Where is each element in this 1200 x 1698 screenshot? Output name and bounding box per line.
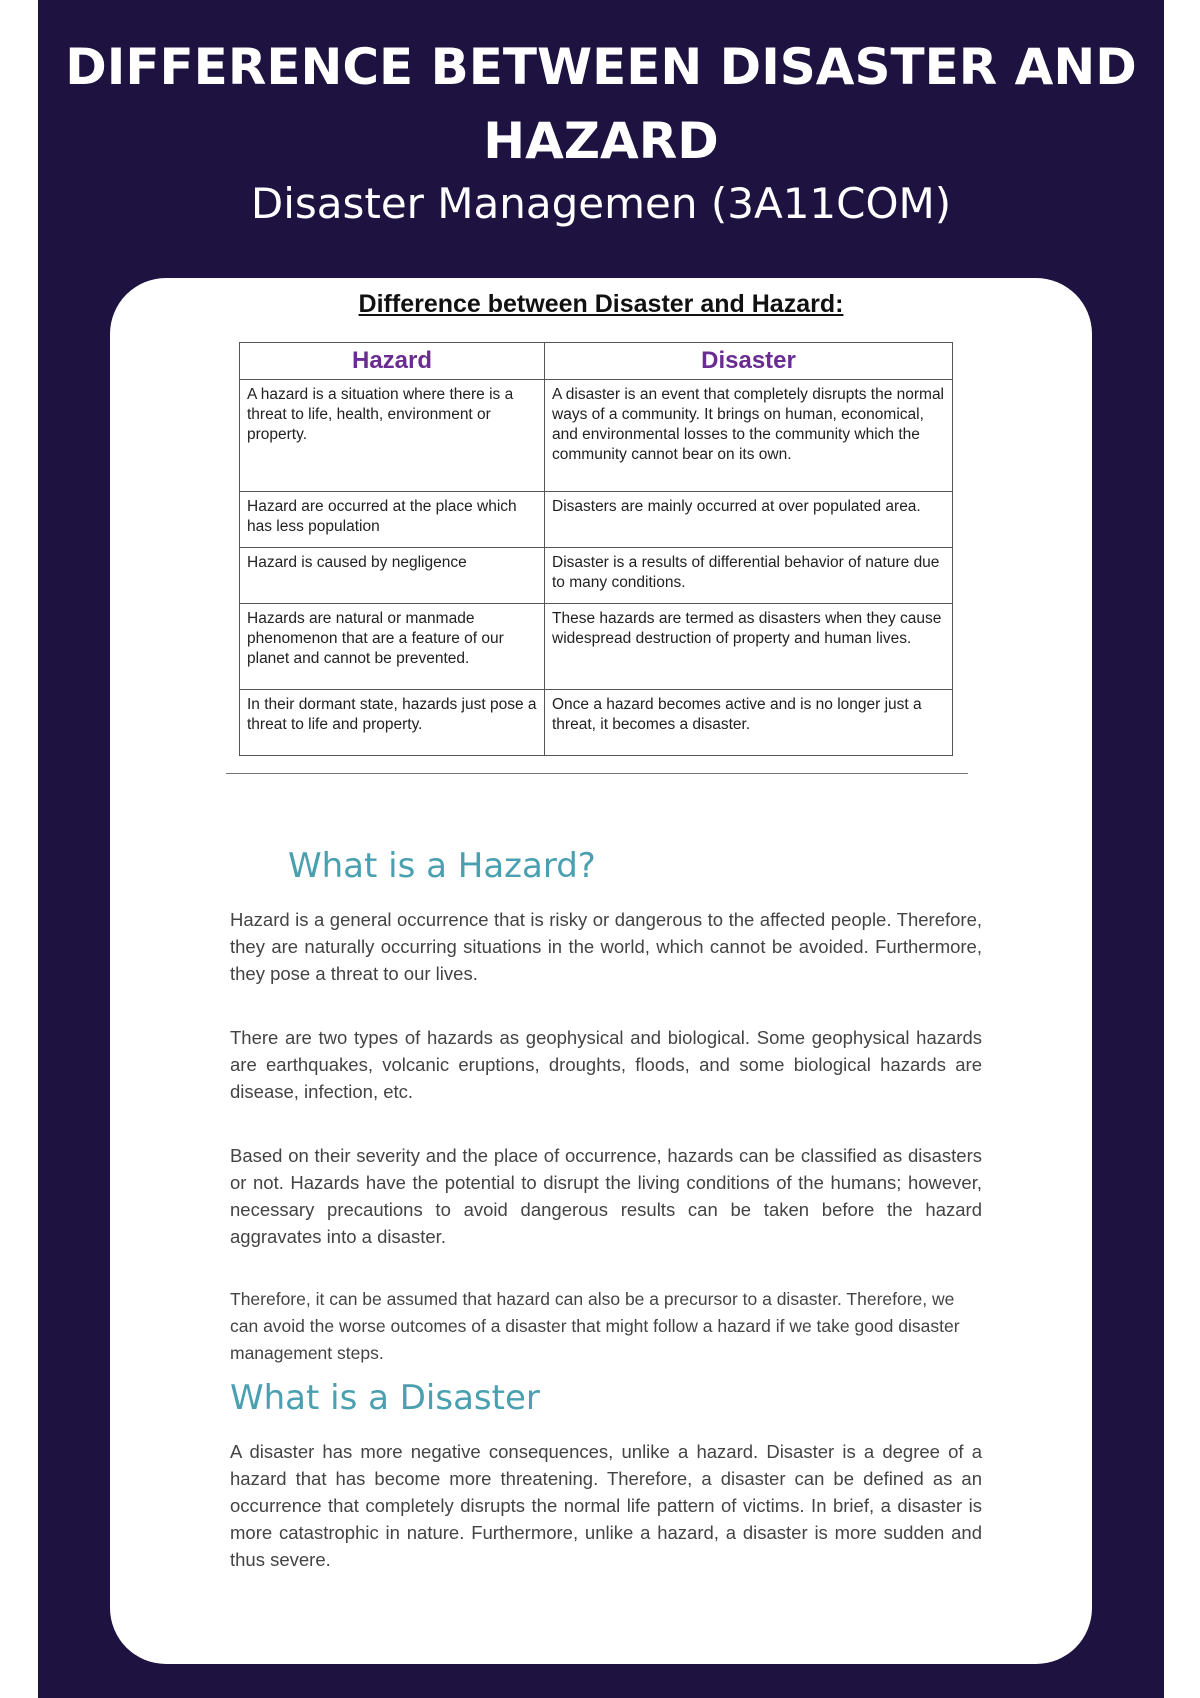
table-row [240, 604, 953, 690]
disaster-cell: These hazards are termed as disasters when they cause widespread destruction of property and human lives. [545, 604, 953, 690]
comparison-table [239, 342, 953, 756]
table-row [240, 492, 953, 548]
disaster-cell: A disaster is an event that completely disrupts the normal ways of a community. It brings on human, economical, and environmental losses to the community which the community cannot bear on its own. [545, 380, 953, 492]
hazard-heading: What is a Hazard? [288, 846, 596, 886]
divider [226, 773, 968, 774]
table-row [240, 690, 953, 756]
hazard-cell: Hazard is caused by negligence [240, 548, 545, 604]
hazard-paragraph: Hazard is a general occurrence that is risky or dangerous to the affected people. Therefore, they are naturally occurring situations in the world, which cannot be avoided. Furthermore, they pose a threat to our lives. [230, 909, 982, 984]
hazard-cell: Hazards are natural or manmade phenomenon that are a feature of our planet and cannot be prevented. [240, 604, 545, 690]
table-row [240, 548, 953, 604]
table-row [240, 380, 953, 492]
document-title: DIFFERENCE BETWEEN DISASTER AND HAZARD [65, 38, 1137, 170]
hazard-cell: Hazard are occurred at the place which has less population [240, 492, 545, 548]
disaster-cell: Once a hazard becomes active and is no longer just a threat, it becomes a disaster. [545, 690, 953, 756]
hazard-paragraph: There are two types of hazards as geophysical and biological. Some geophysical hazards are earthquakes, volcanic eruptions, droughts, floods, and some biological hazards are disease, infection, etc. [230, 1027, 982, 1102]
disaster-cell: Disaster is a results of differential behavior of nature due to many conditions. [545, 548, 953, 604]
disaster-paragraph: A disaster has more negative consequences, unlike a hazard. Disaster is a degree of a hazard that has become more threatening. Therefore, a disaster can be defined as an occurrence that completely disrupts the normal life pattern of victims. In brief, a disaster is more catastrophic in nature. Furthermore, unlike a hazard, a disaster is more sudden and thus severe. [230, 1441, 982, 1570]
table-heading-text: Difference between Disaster and Hazard: [358, 290, 844, 318]
table-heading [110, 290, 1092, 319]
table-header-row [240, 343, 953, 380]
column-header-hazard: Hazard [240, 343, 545, 380]
hazard-cell: A hazard is a situation where there is a threat to life, health, environment or property. [240, 380, 545, 492]
disaster-cell: Disasters are mainly occurred at over populated area. [545, 492, 953, 548]
content-card [110, 278, 1092, 1664]
column-header-disaster: Disaster [545, 343, 953, 380]
hazard-paragraph: Therefore, it can be assumed that hazard can also be a precursor to a disaster. Therefore, we can avoid the worse outcomes of a disaster that might follow a hazard if we take good disaster management steps. [230, 1289, 960, 1363]
document-subtitle: Disaster Managemen (3A11COM) [250, 179, 952, 228]
hazard-paragraph: Based on their severity and the place of occurrence, hazards can be classified as disasters or not. Hazards have the potential to disrupt the living conditions of the humans; however, necessary precautions to avoid dangerous results can be taken before the hazard aggravates into a disaster. [230, 1145, 982, 1247]
hazard-cell: In their dormant state, hazards just pose a threat to life and property. [240, 690, 545, 756]
disaster-heading: What is a Disaster [230, 1378, 540, 1418]
